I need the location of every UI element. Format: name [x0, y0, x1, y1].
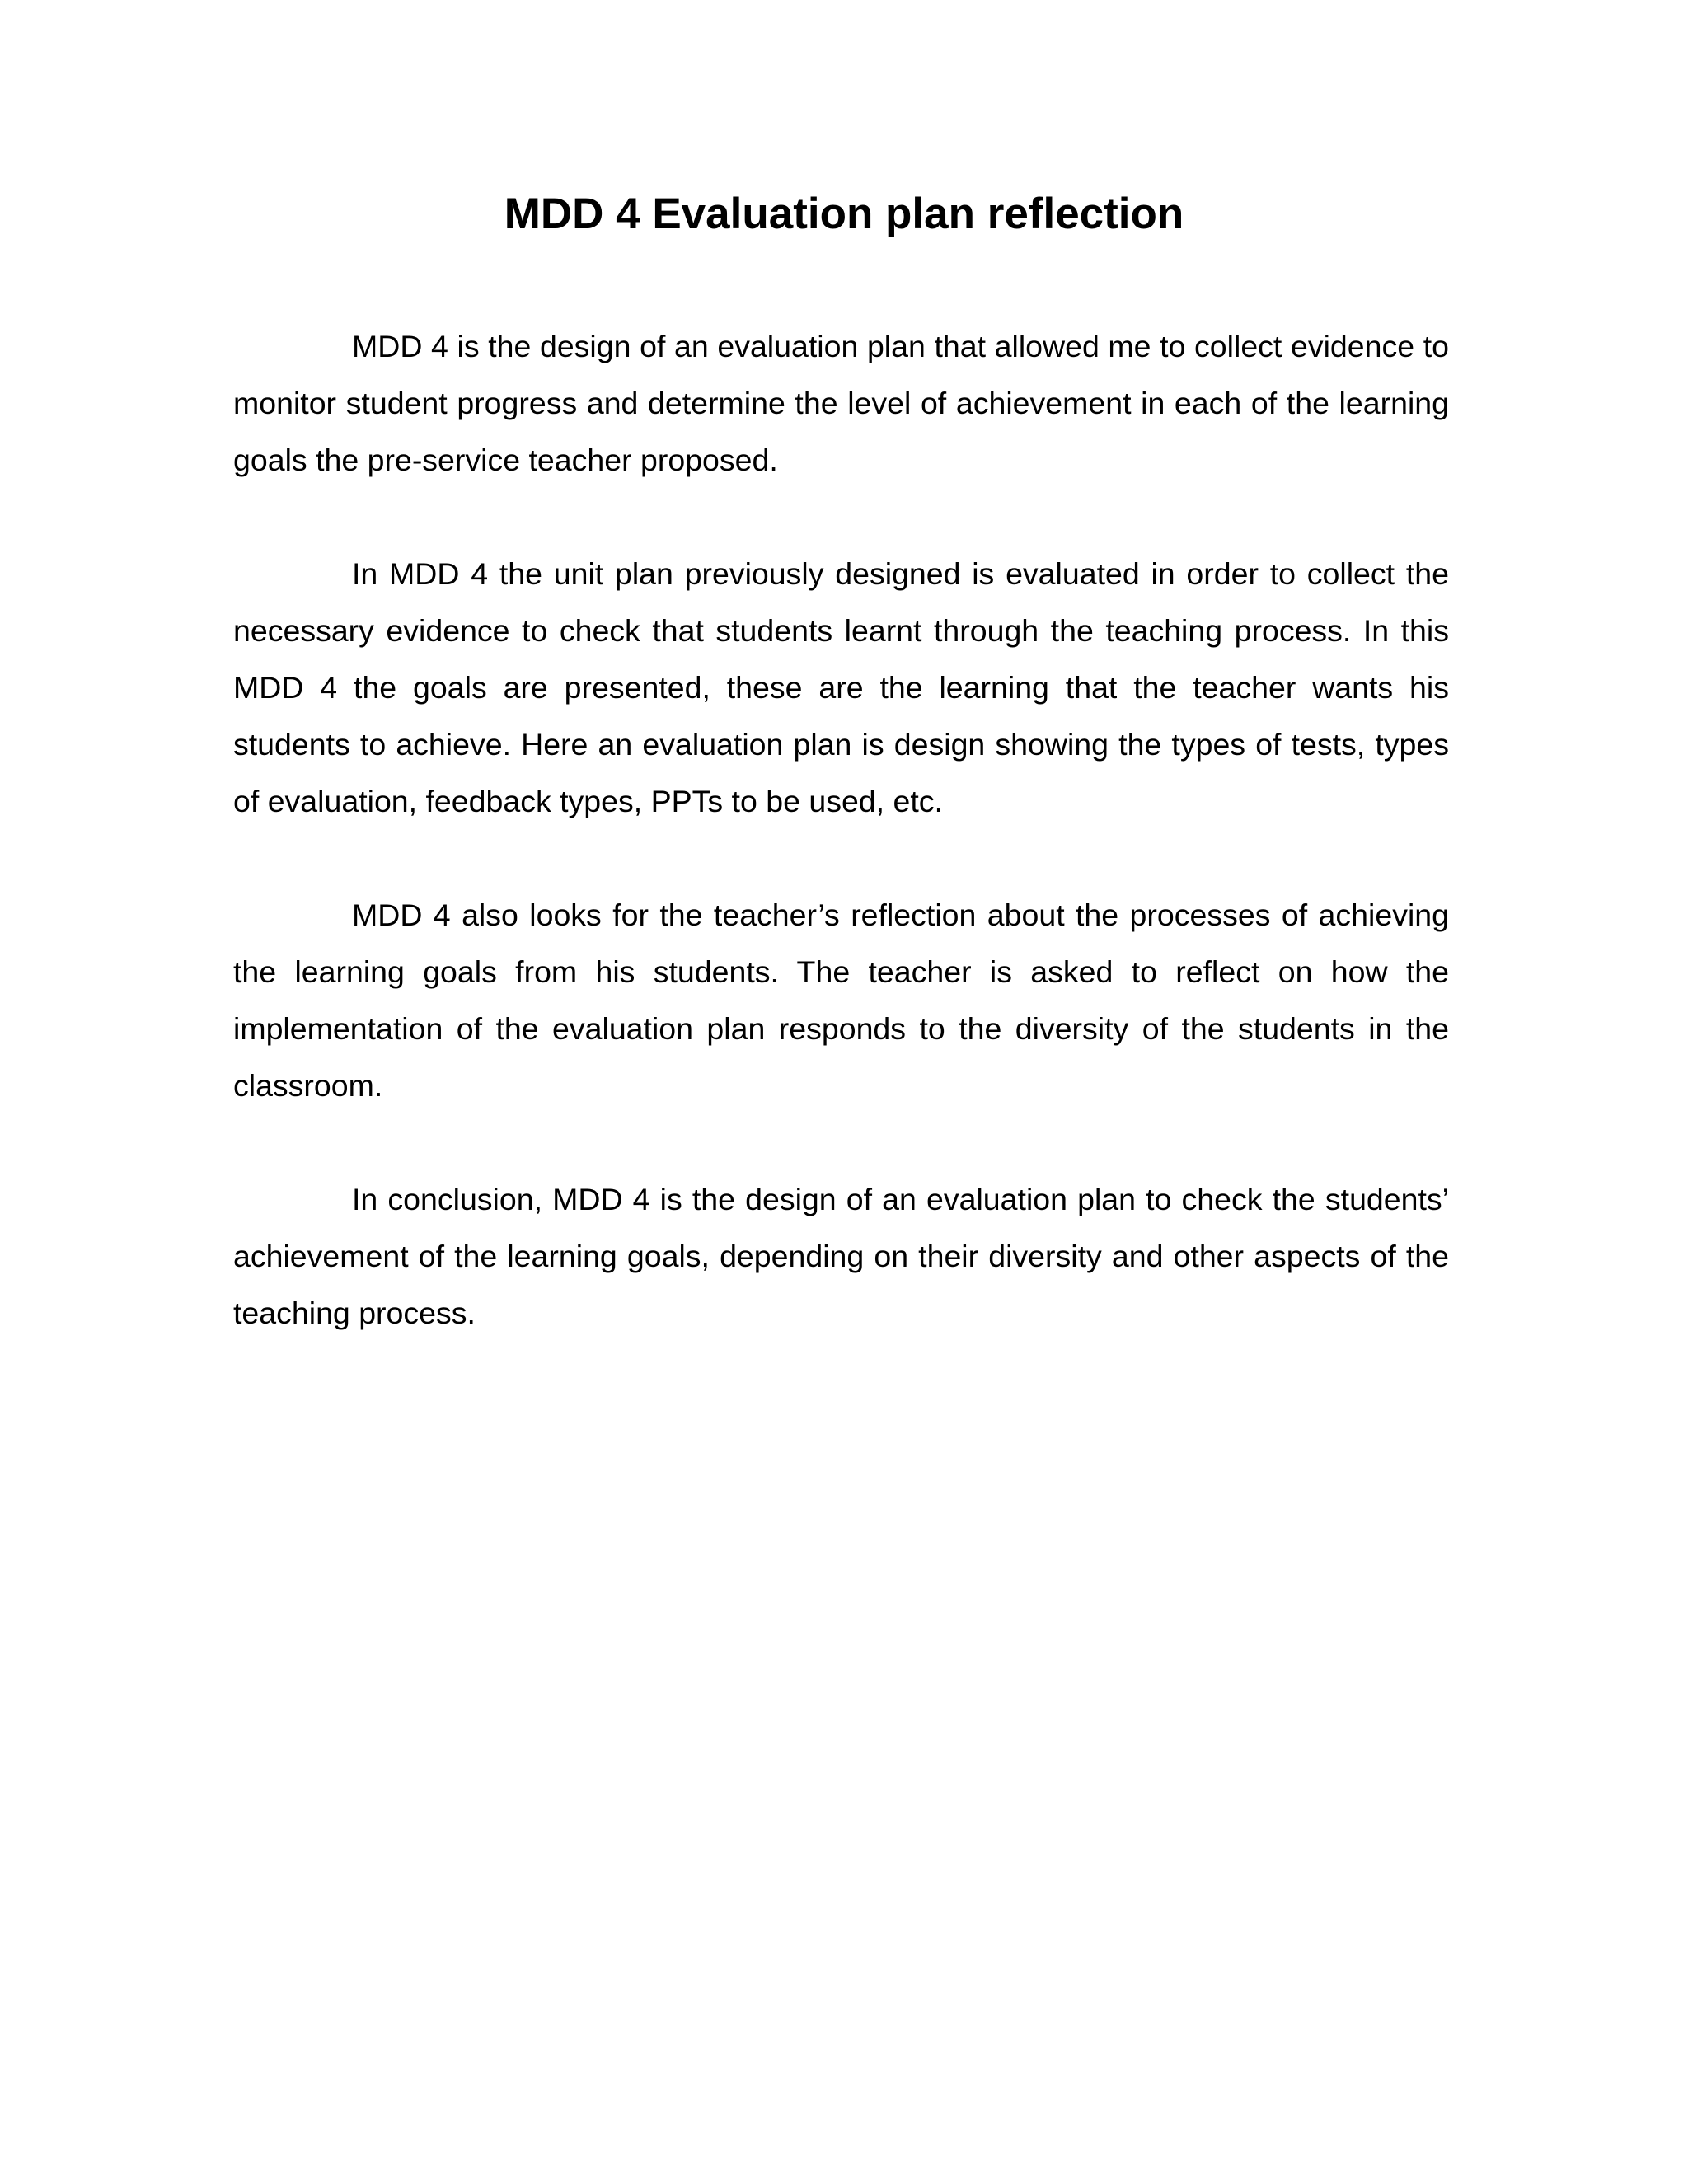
- document-body: [233, 318, 1449, 1342]
- paragraph-4: In conclusion, MDD 4 is the design of an evaluation plan to check the students’ achievement of the learning goals, depending on their diversity and other aspects of the teaching process.: [233, 1182, 1449, 1330]
- paragraph-3: MDD 4 also looks for the teacher’s reflection about the processes of achieving the learning goals from his students. The teacher is asked to reflect on how the implementation of the evaluation plan responds to the diversity of the students in the classroom.: [233, 898, 1449, 1103]
- paragraph-1: MDD 4 is the design of an evaluation plan that allowed me to collect evidence to monitor student progress and determine the level of achievement in each of the learning goals the pre-service teacher proposed.: [233, 329, 1449, 477]
- document-title: MDD 4 Evaluation plan reflection: [504, 190, 1184, 238]
- paragraph-2: In MDD 4 the unit plan previously designed is evaluated in order to collect the necessary evidence to check that students learnt through the teaching process. In this MDD 4 the goals are presented, these are the learning that the teacher wants his students to achieve. Here an evaluation plan is design showing the types of tests, types of evaluation, feedback types, PPTs to be used, etc.: [233, 556, 1449, 818]
